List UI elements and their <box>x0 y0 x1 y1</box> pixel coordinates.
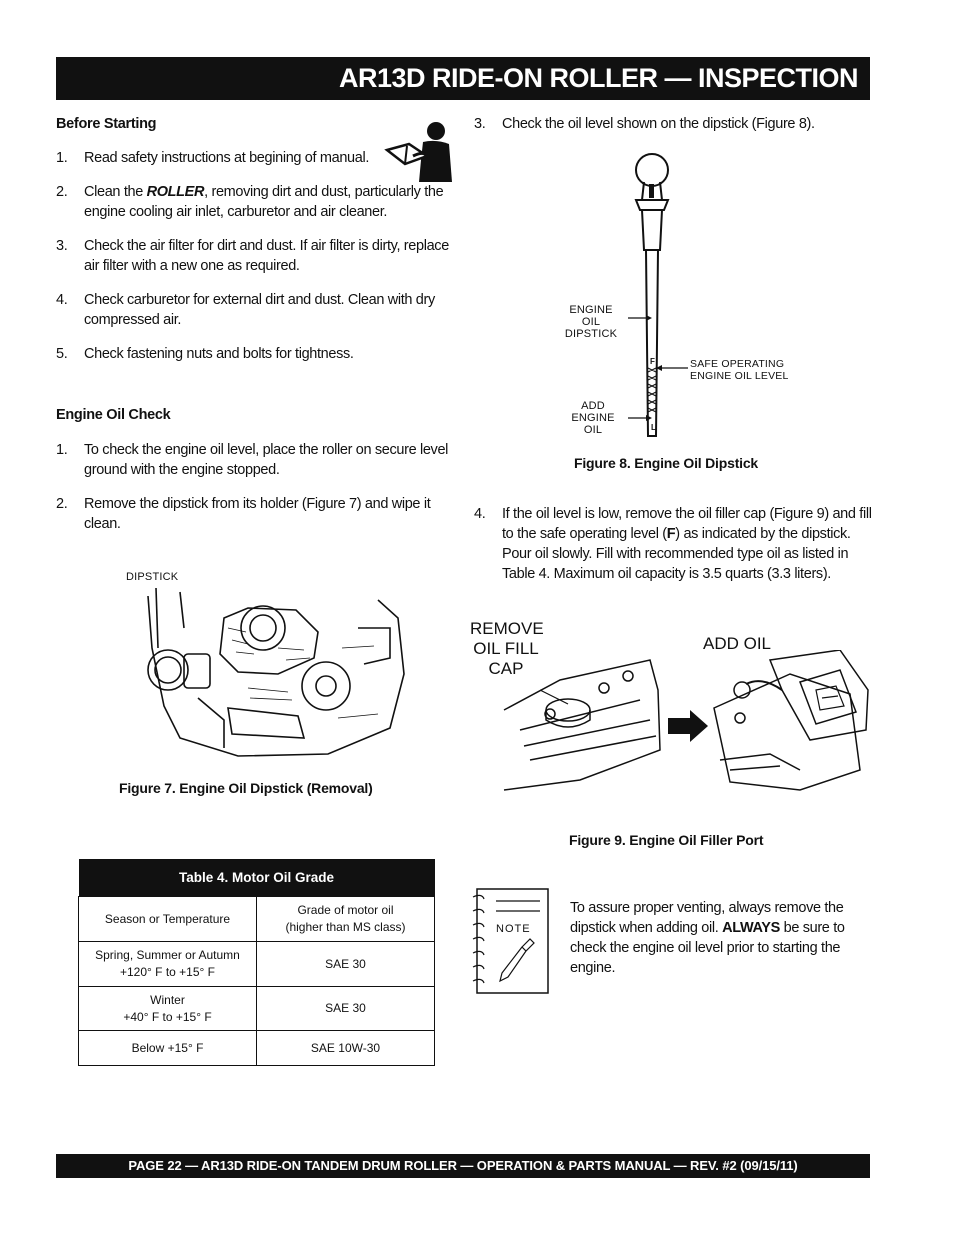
page-title: AR13D RIDE-ON ROLLER — INSPECTION <box>338 63 858 93</box>
item-number: 4. <box>56 292 68 308</box>
table-cell-grade: SAE 10W-30 <box>257 1031 435 1066</box>
item-text: If the oil level is low, remove the oil filler cap (Figure 9) and fill to the safe operating level (F) as indicated by the dipstick. Pour oil slowly. Fill with recommended type oil as listed in Table 4. Maximum oil capacity is 3.5 quarts (3.3 liters). <box>502 506 872 582</box>
item-text: Check fastening nuts and bolts for tightness. <box>84 346 354 362</box>
table-cell-season: Spring, Summer or Autumn +120° F to +15° F <box>79 942 257 987</box>
table-row <box>79 987 435 1031</box>
before-starting-item-2 <box>56 182 456 222</box>
item-text: Remove the dipstick from its holder (Figure 7) and wipe it clean. <box>84 496 431 532</box>
table-cell-grade: SAE 30 <box>257 942 435 987</box>
item-number: 3. <box>474 116 486 132</box>
item-text: To check the engine oil level, place the roller on secure level ground with the engine stopped. <box>84 442 449 478</box>
figure8-dipstick-label: ENGINE OIL DIPSTICK <box>564 304 618 340</box>
page-title-bar <box>56 57 870 100</box>
before-starting-heading: Before Starting <box>56 116 157 132</box>
item-text: Check carburetor for external dirt and dust. Clean with dry compressed air. <box>84 292 435 328</box>
item-text: Check the air filter for dirt and dust. If air filter is dirty, replace air filter with a new one as required. <box>84 238 449 274</box>
note-text: To assure proper venting, always remove the dipstick when adding oil. ALWAYS be sure to check the engine oil level prior to starting the engine. <box>570 900 845 976</box>
figure9-caption: Figure 9. Engine Oil Filler Port <box>569 832 764 848</box>
table-row <box>79 942 435 987</box>
table-row <box>79 1031 435 1066</box>
item-number: 3. <box>56 238 68 254</box>
figure9-add-oil-label: ADD OIL <box>703 634 772 653</box>
note-icon-label: NOTE <box>496 923 531 935</box>
table-cell-season: Below +15° F <box>79 1031 257 1066</box>
figure8-add-oil-label: ADD ENGINE OIL <box>571 400 615 436</box>
motor-oil-grade-table <box>78 859 435 1066</box>
oil-filler-port-illustration <box>500 650 870 795</box>
engine-oil-dipstick-diagram <box>556 146 800 442</box>
before-starting-item-4 <box>56 290 456 330</box>
engine-oil-check-heading: Engine Oil Check <box>56 407 171 423</box>
item-text: Check the oil level shown on the dipstick (Figure 8). <box>502 116 815 132</box>
item-number: 1. <box>56 150 68 166</box>
figure8-safe-level-label: SAFE OPERATING ENGINE OIL LEVEL <box>690 358 789 382</box>
figure9-remove-cap-label: REMOVE OIL FILL CAP <box>470 619 544 678</box>
item-text: Clean the ROLLER, removing dirt and dust, particularly the engine cooling air inlet, carburetor and air cleaner. <box>84 184 444 220</box>
oil-check-item-1 <box>56 440 456 480</box>
footer-text: PAGE 22 — AR13D RIDE-ON TANDEM DRUM ROLLER — OPERATION & PARTS MANUAL — REV. #2 (09/15/11) <box>128 1158 798 1173</box>
before-starting-item-5 <box>56 344 456 364</box>
item-number: 1. <box>56 442 68 458</box>
note-notepad-icon <box>472 887 550 995</box>
oil-check-item-4 <box>474 504 874 584</box>
figure7-caption: Figure 7. Engine Oil Dipstick (Removal) <box>119 780 373 796</box>
table-header-season: Season or Temperature <box>79 897 257 942</box>
table-cell-season: Winter +40° F to +15° F <box>79 987 257 1031</box>
figure7-dipstick-label: DIPSTICK <box>126 571 179 583</box>
before-starting-item-3 <box>56 236 456 276</box>
figure8-caption: Figure 8. Engine Oil Dipstick <box>574 455 759 471</box>
oil-check-item-3 <box>474 114 874 134</box>
table-cell-grade: SAE 30 <box>257 987 435 1031</box>
dipstick-low-mark: L <box>651 423 656 432</box>
item-number: 2. <box>56 496 68 512</box>
item-number: 2. <box>56 184 68 200</box>
oil-check-item-2 <box>56 494 456 534</box>
page-footer <box>56 1154 870 1178</box>
item-number: 4. <box>474 506 486 522</box>
table-title: Table 4. Motor Oil Grade <box>79 859 435 897</box>
item-text: Read safety instructions at begining of manual. <box>84 150 370 166</box>
item-number: 5. <box>56 346 68 362</box>
table-header-grade: Grade of motor oil (higher than MS class) <box>257 897 435 942</box>
before-starting-item-1 <box>56 148 456 168</box>
engine-dipstick-removal-illustration <box>128 588 410 760</box>
dipstick-full-mark: F <box>650 357 655 366</box>
